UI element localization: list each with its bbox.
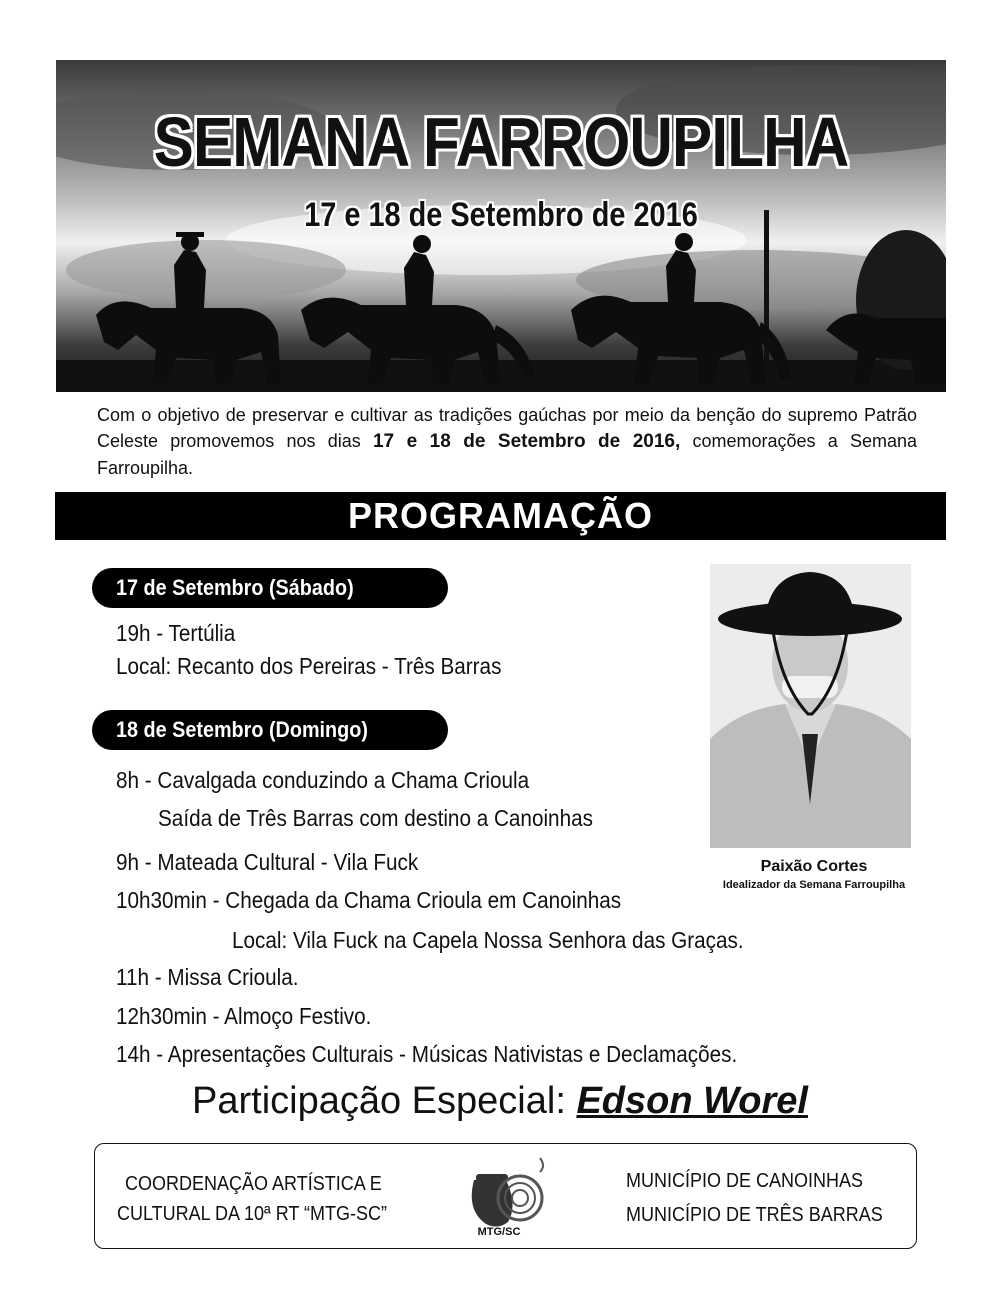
schedule-line: 10h30min - Chegada da Chama Crioula em Canoinhas bbox=[116, 887, 622, 913]
intro-dates-highlight: 17 e 18 de Setembro de 2016, bbox=[372, 431, 681, 452]
intro-text-end: comemorações a Semana Farroupilha. bbox=[97, 431, 917, 478]
footer-coordination-line1: COORDENAÇÃO ARTÍSTICA E bbox=[125, 1173, 382, 1195]
schedule-line: 19h - Tertúlia bbox=[116, 620, 236, 646]
footer-municipality-1: MUNICÍPIO DE CANOINHAS bbox=[626, 1170, 864, 1192]
special-participation bbox=[0, 1080, 1000, 1123]
day1-label: 17 de Setembro (Sábado) bbox=[116, 575, 354, 600]
schedule-line: 12h30min - Almoço Festivo. bbox=[116, 1003, 372, 1029]
intro-text-start: Com o objetivo de preservar e cultivar as tradições gaúchas por meio da benção do supremo Patrão Celeste promovemos nos dias bbox=[97, 405, 917, 451]
special-guest-name: Edson Worel bbox=[576, 1080, 808, 1122]
event-date: 17 e 18 de Setembro de 2016 bbox=[304, 196, 698, 234]
schedule-line: Local: Recanto dos Pereiras - Três Barras bbox=[116, 653, 502, 679]
schedule-line: Local: Vila Fuck na Capela Nossa Senhora das Graças. bbox=[232, 927, 744, 953]
logo-label: MTG/SC bbox=[477, 1226, 521, 1238]
portrait-name: Paixão Cortes bbox=[760, 858, 868, 875]
portrait-role: Idealizador da Semana Farroupilha bbox=[722, 879, 906, 891]
programacao-heading: PROGRAMAÇÃO bbox=[55, 492, 946, 540]
intro-paragraph bbox=[97, 402, 917, 481]
day1-pill bbox=[92, 568, 448, 608]
day2-pill bbox=[92, 710, 448, 750]
footer-coordination-line2: CULTURAL DA 10ª RT “MTG-SC” bbox=[117, 1203, 388, 1225]
portrait-image bbox=[710, 564, 911, 848]
header-banner bbox=[56, 60, 946, 392]
schedule-line: 9h - Mateada Cultural - Vila Fuck bbox=[116, 849, 419, 875]
footer-municipality-2: MUNICÍPIO DE TRÊS BARRAS bbox=[626, 1204, 883, 1226]
schedule-line: 14h - Apresentações Culturais - Músicas Nativistas e Declamações. bbox=[116, 1041, 738, 1067]
special-prefix: Participação Especial: bbox=[192, 1080, 577, 1122]
portrait-photo bbox=[710, 564, 911, 848]
event-title: SEMANA FARROUPILHA bbox=[153, 103, 849, 181]
schedule-line: 11h - Missa Crioula. bbox=[116, 964, 299, 990]
schedule-line: 8h - Cavalgada conduzindo a Chama Crioula bbox=[116, 767, 530, 793]
day2-label: 18 de Setembro (Domingo) bbox=[116, 717, 368, 742]
schedule-line: Saída de Três Barras com destino a Canoinhas bbox=[158, 805, 593, 831]
